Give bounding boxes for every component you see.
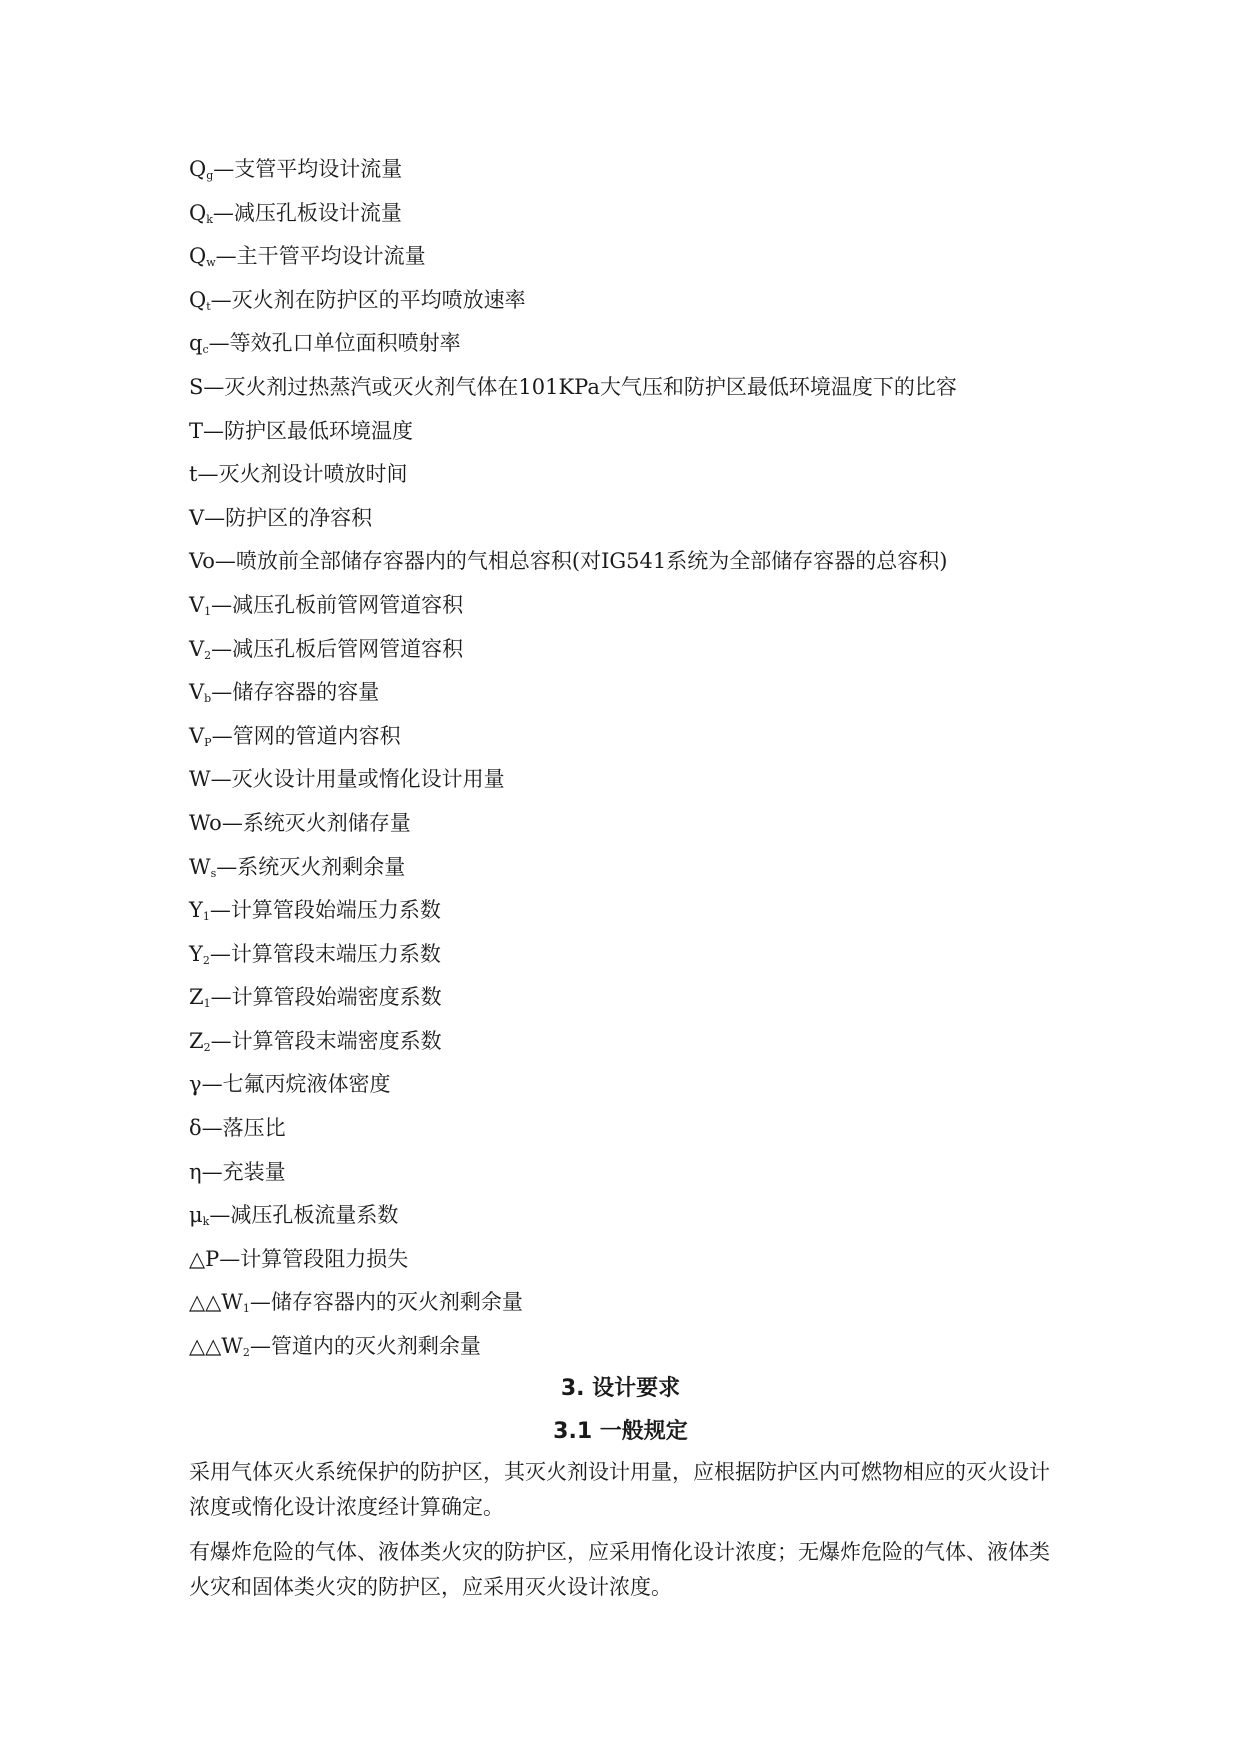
symbol-description: —灭火设计用量或惰化设计用量 (210, 767, 505, 792)
symbol-code: t (189, 462, 198, 487)
symbol-description: —灭火剂在防护区的平均喷放速率 (210, 287, 526, 312)
symbol-item (189, 152, 1089, 196)
symbol-code: $W_s$ (189, 854, 217, 880)
symbol-code: $\triangle\triangle W_1$ (189, 1290, 250, 1316)
symbol-description: —减压孔板后管网管道容积 (211, 636, 464, 661)
symbol-description: —储存容器内的灭火剂剩余量 (249, 1290, 523, 1315)
symbol-item (189, 283, 1089, 327)
symbol-description: —灭火剂过热蒸汽或灭火剂气体在101KPa大气压和防护区最低环境温度下的比容 (203, 374, 957, 399)
section-heading: 3. 设计要求 (560, 1376, 681, 1401)
symbol-description: —减压孔板前管网管道容积 (211, 592, 464, 617)
symbol-description: —管道内的灭火剂剩余量 (249, 1334, 481, 1359)
symbol-description: —减压孔板流量系数 (209, 1203, 399, 1228)
symbol-code: $\mu_k$ (189, 1203, 210, 1229)
symbol-description: —防护区的净容积 (204, 505, 373, 530)
symbol-description: —系统灭火剂剩余量 (216, 854, 406, 879)
symbol-description: —计算管段阻力损失 (219, 1246, 409, 1271)
symbol-item (189, 632, 1089, 676)
symbol-description: —灭火剂设计喷放时间 (197, 462, 408, 487)
symbol-code: $Y_1$ (189, 898, 210, 924)
symbol-code: △P (189, 1246, 220, 1271)
symbol-item (189, 370, 1089, 414)
symbol-item (189, 414, 1089, 458)
paragraph: 有爆炸危险的气体、液体类火灾的防护区，应采用惰化设计浓度；无爆炸危险的气体、液体类火灾和固体类火灾的防护区，应采用灭火设计浓度。 (189, 1540, 1050, 1599)
symbol-code: $Z_2$ (189, 1028, 211, 1054)
symbol-item (189, 1024, 1089, 1068)
symbol-item (189, 1329, 1089, 1373)
symbol-description: —等效孔口单位面积喷射率 (208, 331, 461, 356)
symbol-description: —系统灭火剂储存量 (221, 810, 411, 835)
symbol-list (189, 152, 1089, 1373)
symbol-code: $V_P$ (189, 723, 212, 749)
symbol-item (189, 1111, 1089, 1155)
symbol-item (189, 762, 1089, 806)
symbol-item (189, 1285, 1089, 1329)
symbol-code: δ (189, 1116, 202, 1141)
symbol-code: $Q_k$ (189, 200, 213, 226)
symbol-item (189, 588, 1089, 632)
symbol-code: $Q_g$ (189, 157, 214, 182)
symbol-item (189, 326, 1089, 370)
symbol-code: $Y_2$ (189, 941, 210, 967)
symbol-description: —支管平均设计流量 (213, 157, 403, 181)
symbol-code: Vo (189, 549, 215, 574)
symbol-description: —落压比 (201, 1116, 286, 1141)
symbol-code: T (189, 418, 204, 443)
symbol-description: —计算管段始端密度系数 (210, 985, 442, 1010)
symbol-code: $Q_t$ (189, 287, 211, 313)
symbol-code: $\triangle\triangle W_2$ (189, 1334, 250, 1360)
symbol-description: —减压孔板设计流量 (212, 200, 402, 225)
symbol-code: $V_1$ (189, 592, 212, 618)
symbol-code: η (189, 1159, 202, 1184)
paragraph: 采用气体灭火系统保护的防护区，其灭火剂设计用量，应根据防护区内可燃物相应的灭火设计浓度或惰化设计浓度经计算确定。 (189, 1460, 1050, 1519)
symbol-code: W (189, 767, 211, 792)
symbol-item (189, 501, 1089, 545)
symbol-code: $V_b$ (189, 680, 212, 706)
symbol-description: —七氟丙烷液体密度 (201, 1072, 391, 1097)
symbol-code: γ (189, 1072, 202, 1097)
symbol-code: $Q_w$ (189, 244, 216, 270)
symbol-item (189, 850, 1089, 894)
symbol-item (189, 239, 1089, 283)
symbol-item (189, 1155, 1089, 1199)
symbol-code: Wo (189, 810, 222, 835)
symbol-description: —充装量 (201, 1159, 286, 1184)
symbol-code: $Z_1$ (189, 985, 211, 1011)
symbol-item (189, 1067, 1089, 1111)
subsection-heading: 3.1 一般规定 (553, 1419, 688, 1444)
symbol-item (189, 806, 1089, 850)
symbol-description: —主干管平均设计流量 (215, 244, 426, 269)
symbol-item (189, 196, 1089, 240)
symbol-description: —计算管段始端压力系数 (209, 898, 441, 923)
symbol-item (189, 544, 1089, 588)
symbol-code: $q_c$ (189, 331, 209, 357)
symbol-item (189, 937, 1089, 981)
symbol-item (189, 457, 1089, 501)
symbol-description: —喷放前全部储存容器内的气相总容积(对IG541系统为全部储存容器的总容积) (214, 549, 948, 574)
symbol-description: —计算管段末端压力系数 (209, 941, 441, 966)
symbol-description: —管网的管道内容积 (211, 723, 401, 748)
symbol-description: —储存容器的容量 (211, 680, 380, 705)
symbol-code: S (189, 374, 204, 399)
symbol-code: V (189, 505, 205, 530)
symbol-item (189, 1242, 1089, 1286)
symbol-item (189, 675, 1089, 719)
symbol-item (189, 893, 1089, 937)
symbol-description: —计算管段末端密度系数 (210, 1028, 442, 1053)
symbol-description: —防护区最低环境温度 (203, 418, 414, 443)
symbol-item (189, 719, 1089, 763)
symbol-item (189, 1198, 1089, 1242)
symbol-code: $V_2$ (189, 636, 212, 662)
symbol-item (189, 980, 1089, 1024)
